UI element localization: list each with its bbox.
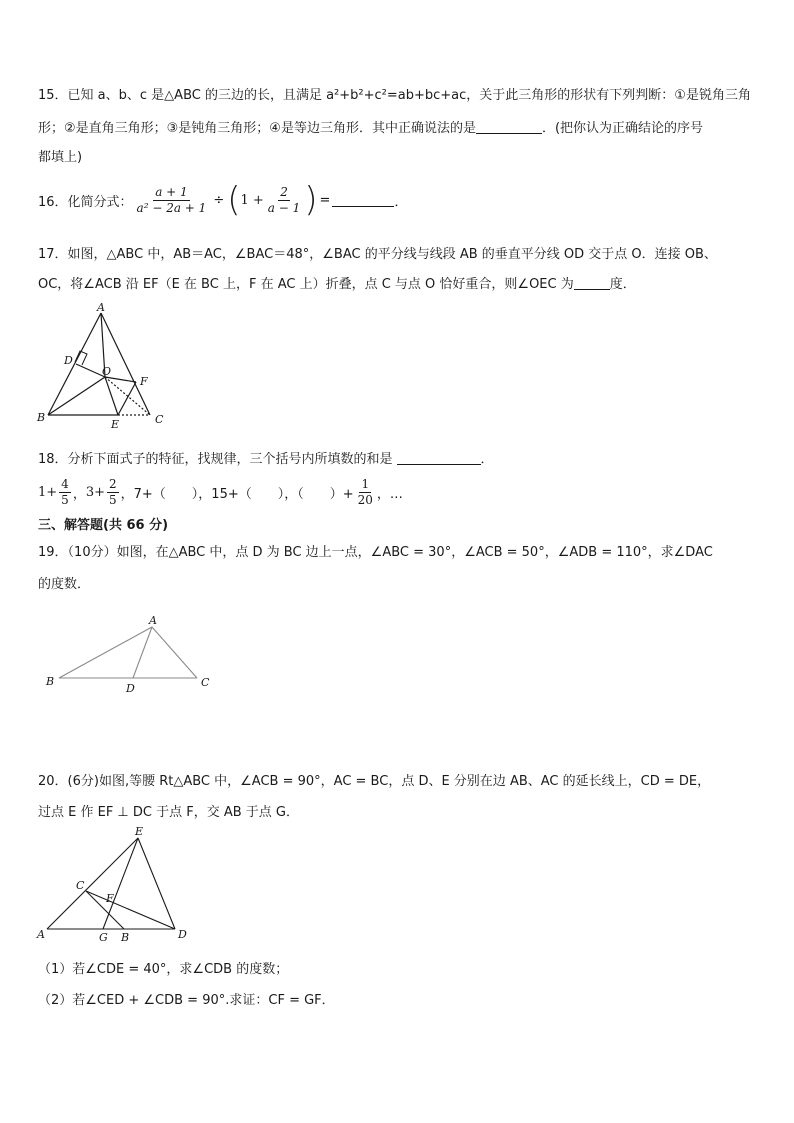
- q17-label-e: E: [111, 418, 120, 431]
- q17-label-f: F: [140, 375, 148, 388]
- q18-term2-num: 2: [109, 476, 117, 491]
- q20-line1: 20．(6分)如图,等腰 Rt△ABC 中，∠ACB = 90°，AC = BC，点 D、E 分别在边 AB、AC 的延长线上，CD = DE，: [38, 774, 711, 789]
- q17-line1: 17．如图，△ABC 中，AB＝AC，∠BAC＝48°，∠BAC 的平分线与线段 AB 的垂直平分线 OD 交于点 O．连接 OB、: [38, 247, 717, 262]
- q19-label-c: C: [201, 676, 210, 689]
- q18-term2-den: 5: [109, 492, 117, 507]
- q18-term5-den: 20: [357, 492, 373, 507]
- q16-frac1-numerator: a + 1: [155, 184, 188, 199]
- q20-sub2: （2）若∠CED + ∠CDB = 90°.求证：CF = GF．: [38, 993, 335, 1008]
- q16-equals: =: [319, 192, 331, 208]
- q19-label-a: A: [149, 614, 157, 627]
- q15-line1: 15．已知 a、b、c 是△ABC 的三边的长，且满足 a²+b²+c²=ab+bc+ac，关于此三角形的形状有下列判断：①是锐角三角: [38, 88, 751, 103]
- q20-label-b: B: [121, 931, 130, 944]
- q16-frac2-numerator: 2: [280, 184, 288, 199]
- q16-prefix: 16．化简分式：: [38, 194, 133, 210]
- q18-term1-int: 1+: [38, 484, 58, 500]
- q19-line1: 19．（10分）如图，在△ABC 中，点 D 为 BC 边上一点，∠ABC = 30°，∠ACB = 50°，∠ADB = 110°，求∠DAC: [38, 545, 713, 560]
- q15-line3: 都填上): [38, 150, 83, 165]
- q16-divide-sign: ÷: [213, 192, 225, 208]
- q19-line2: 的度数．: [38, 577, 91, 592]
- q18-line1-text: 18．分析下面式子的特征，找规律，三个括号内所填数的和是: [38, 452, 393, 467]
- q17-label-c: C: [155, 413, 164, 426]
- q16-frac1-denominator: a² − 2a + 1: [136, 200, 207, 215]
- q19-label-d: D: [126, 682, 135, 695]
- q17-label-a: A: [97, 301, 105, 314]
- q18-tail: ，…: [376, 486, 403, 502]
- q17-label-d: D: [64, 354, 73, 367]
- q20-label-c: C: [76, 879, 85, 892]
- q20-label-g: G: [99, 931, 108, 944]
- q18-term1-den: 5: [61, 492, 69, 507]
- q20-label-e: E: [135, 825, 144, 838]
- q20-label-f: F: [106, 892, 114, 905]
- q20-label-a: A: [37, 928, 45, 941]
- q19-label-b: B: [46, 675, 55, 688]
- q18-sep1: ，: [72, 486, 86, 502]
- q18-line1-tail: ．: [480, 452, 494, 467]
- q18-term5-num: 1: [361, 476, 370, 491]
- q16-left-paren: (: [227, 180, 241, 220]
- q18-term1-num: 4: [61, 476, 69, 491]
- q16-end: ．: [394, 194, 408, 210]
- q16-right-paren: ): [304, 180, 318, 220]
- section-heading: 三、解答题(共 66 分): [38, 518, 169, 533]
- q17-label-b: B: [37, 411, 46, 424]
- q15-line2-tail: ．(把你认为正确结论的序号: [541, 121, 704, 136]
- q20-line-ae: [47, 838, 138, 929]
- q17-line2-tail: 度．: [609, 277, 636, 292]
- q15-line2-text: 形；②是直角三角形；③是钝角三角形；④是等边三角形．其中正确说法的是: [38, 121, 476, 136]
- q18-rest: ，7+（ ），15+（ ），（ ）+: [120, 486, 354, 502]
- q18-term2-int: 3+: [85, 484, 105, 500]
- q20-segment-eg: [103, 838, 138, 929]
- q17-label-o: O: [102, 365, 112, 378]
- q16-one-plus: 1 +: [240, 192, 264, 208]
- q16-frac2-denominator: a − 1: [267, 200, 301, 215]
- q20-sub1: （1）若∠CDE = 40°，求∠CDB 的度数；: [38, 962, 289, 977]
- q20-line2: 过点 E 作 EF ⊥ DC 于点 F，交 AB 于点 G．: [38, 805, 300, 820]
- q17-line2-text: OC，将∠ACB 沿 EF（E 在 BC 上，F 在 AC 上）折叠，点 C 与点 O 恰好重合，则∠OEC 为: [38, 277, 574, 292]
- q20-label-d: D: [178, 928, 187, 941]
